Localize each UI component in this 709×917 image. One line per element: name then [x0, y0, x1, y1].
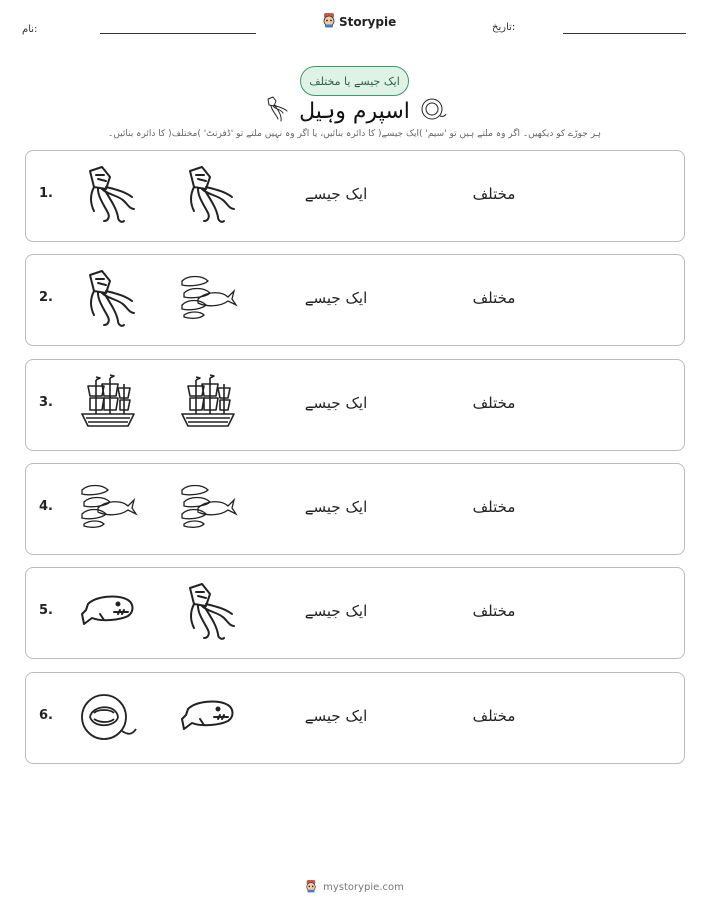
option-different[interactable]: مختلف — [472, 707, 516, 725]
pair-card — [25, 672, 685, 764]
whale-in-bubble-icon — [78, 687, 138, 747]
whale-pod-icon — [78, 478, 138, 538]
name-line[interactable] — [100, 33, 256, 34]
topic-pill: ایک جیسے یا مختلف — [300, 66, 409, 96]
whale-in-bubble-icon — [418, 94, 448, 128]
squid-icon — [178, 165, 238, 225]
brand — [322, 12, 396, 32]
pair-card — [25, 463, 685, 555]
name-label: نام: — [22, 24, 38, 35]
footer — [0, 879, 709, 896]
row-number: 2. — [39, 290, 53, 305]
brand-name: Storypie — [339, 15, 397, 29]
option-different[interactable]: مختلف — [472, 185, 516, 203]
squid-icon — [78, 269, 138, 329]
row-number: 6. — [39, 708, 53, 723]
footer-link[interactable]: mystorypie.com — [323, 882, 404, 893]
page-title: اسپرم وہیل — [299, 98, 410, 124]
squid-icon — [261, 94, 291, 128]
option-same[interactable]: ایک جیسے — [304, 394, 368, 412]
date-label: تاریخ: — [492, 22, 516, 33]
row-number: 3. — [39, 395, 53, 410]
option-same[interactable]: ایک جیسے — [304, 707, 368, 725]
sperm-whale-icon — [178, 687, 238, 747]
pair-card — [25, 567, 685, 659]
ship-icon — [178, 374, 238, 434]
pair-card — [25, 150, 685, 242]
pair-card — [25, 359, 685, 451]
option-same[interactable]: ایک جیسے — [304, 498, 368, 516]
row-number: 5. — [39, 603, 53, 618]
option-same[interactable]: ایک جیسے — [304, 602, 368, 620]
option-same[interactable]: ایک جیسے — [304, 185, 368, 203]
option-different[interactable]: مختلف — [472, 602, 516, 620]
instructions: ہر جوڑے کو دیکھیں۔ اگر وہ ملتے ہیں تو 'سیم' )ایک جیسے( کا دائرہ بنائیں، یا اگر وہ نہیں ملتے تو 'ڈفرنٹ' )مختلف( کا دائرہ بنائیں۔ — [108, 129, 601, 139]
sperm-whale-icon — [78, 582, 138, 642]
option-same[interactable]: ایک جیسے — [304, 289, 368, 307]
whale-pod-icon — [178, 269, 238, 329]
whale-pod-icon — [178, 478, 238, 538]
row-number: 1. — [39, 186, 53, 201]
option-different[interactable]: مختلف — [472, 498, 516, 516]
date-line[interactable] — [563, 33, 686, 34]
squid-icon — [78, 165, 138, 225]
squid-icon — [178, 582, 238, 642]
pair-card — [25, 254, 685, 346]
ship-icon — [78, 374, 138, 434]
row-number: 4. — [39, 499, 53, 514]
storypie-logo-icon — [322, 12, 336, 32]
option-different[interactable]: مختلف — [472, 394, 516, 412]
storypie-logo-icon — [305, 879, 317, 896]
title-row — [0, 94, 709, 128]
option-different[interactable]: مختلف — [472, 289, 516, 307]
